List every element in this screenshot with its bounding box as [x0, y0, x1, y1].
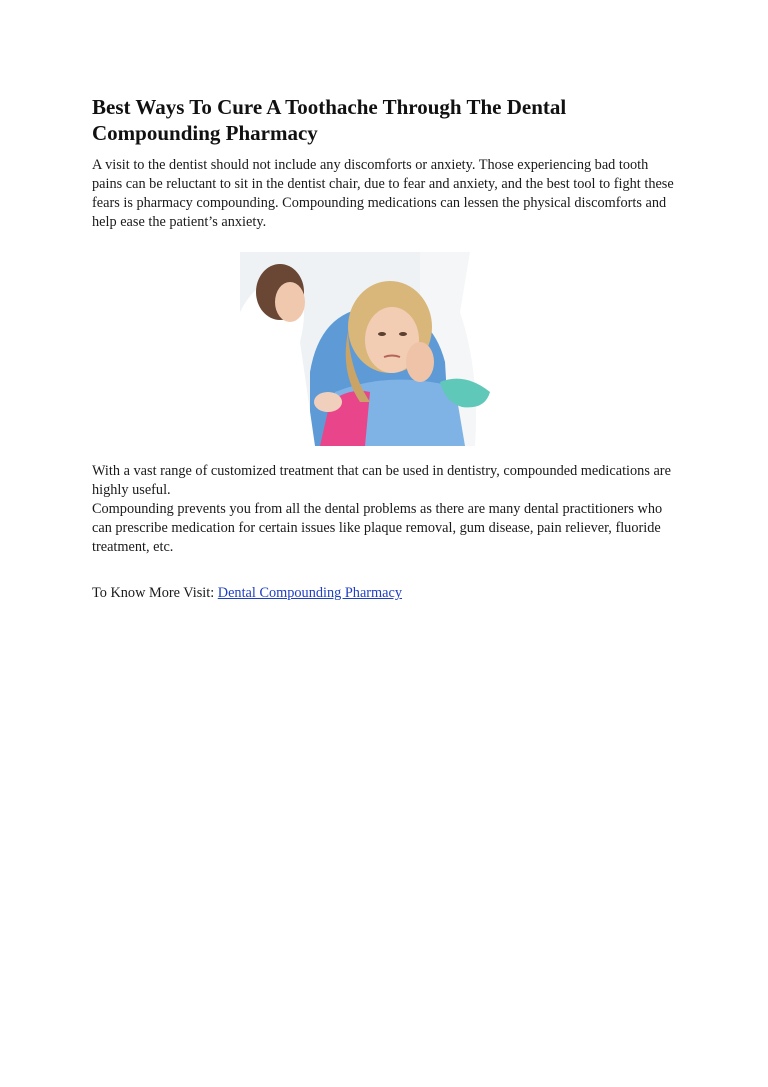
body-paragraph	[92, 462, 678, 557]
visit-line	[92, 584, 678, 603]
dental-compounding-pharmacy-link[interactable]: Dental Compounding Pharmacy	[217, 585, 403, 601]
intro-paragraph: A visit to the dentist should not include any discomforts or anxiety. Those experiencing bad tooth pains can be reluctant to sit in the dentist chair, due to fear and anxiety, and the best tool to fight these fears is pharmacy compounding. Compounding medications can lessen the physical discomforts and help ease the patient’s anxiety.	[92, 157, 674, 230]
body-line-2: Compounding prevents you from all the dental problems as there are many dental practitioners who can prescribe medication for certain issues like plaque removal, gum disease, pain reliever, fluoride treatment, etc.	[92, 501, 663, 555]
patient-photo	[240, 252, 530, 446]
document-page	[92, 94, 678, 603]
article-title: Best Ways To Cure A Toothache Through The Dental Compounding Pharmacy	[92, 95, 567, 145]
body-line-1: With a vast range of customized treatment that can be used in dentistry, compounded medications are highly useful.	[92, 463, 671, 498]
visit-prefix: To Know More Visit:	[92, 585, 218, 601]
